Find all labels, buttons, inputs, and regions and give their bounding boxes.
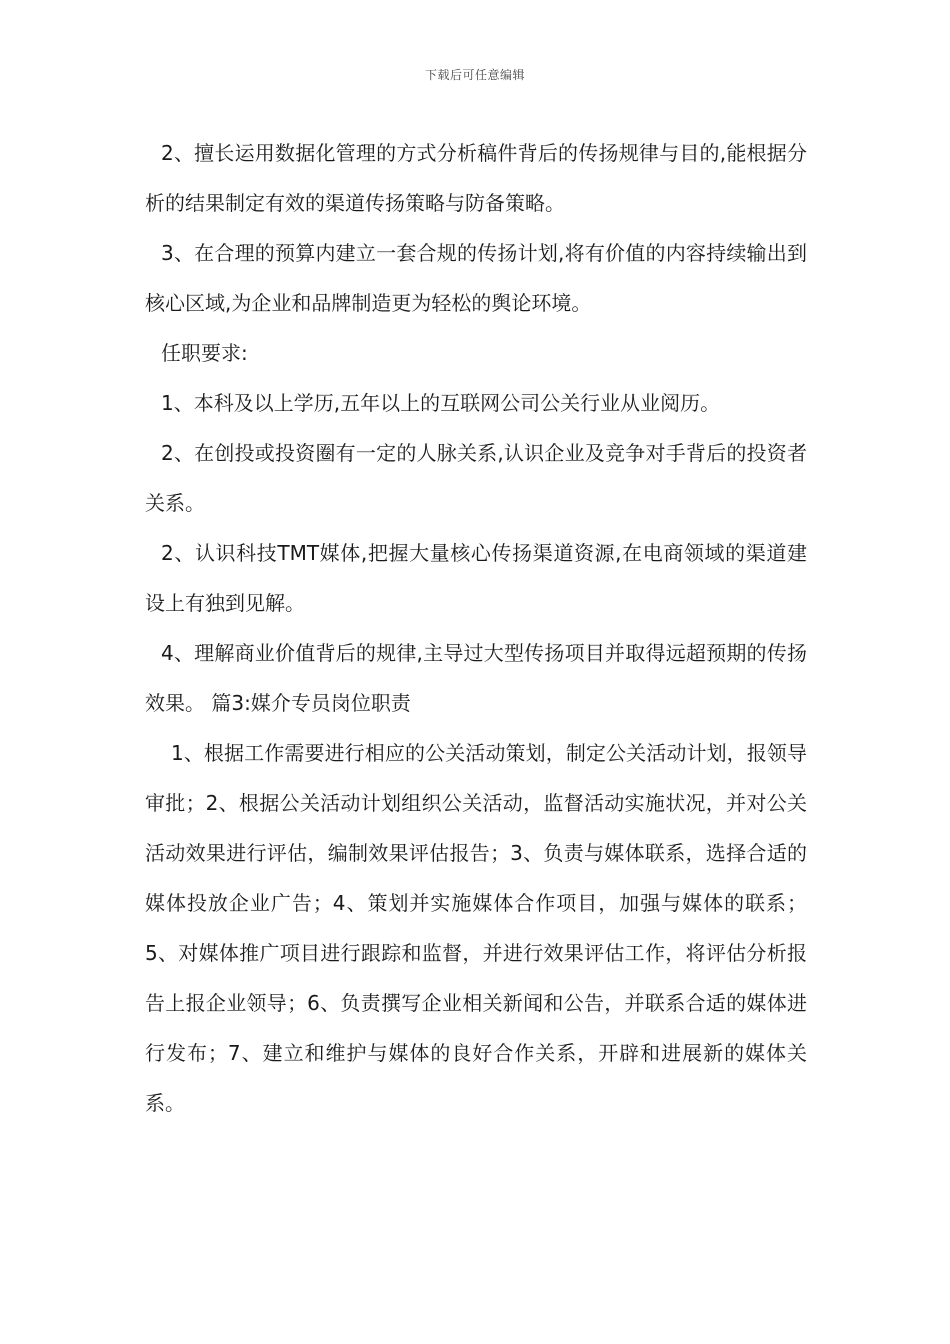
document-body xyxy=(145,128,807,1128)
paragraph-duty-2: 2、擅长运用数据化管理的方式分析稿件背后的传扬规律与目的,能根据分析的结果制定有效的渠道传扬策略与防备策略。 xyxy=(145,141,807,215)
paragraph-requirement-1: 1、本科及以上学历,五年以上的互联网公司公关行业从业阅历。 xyxy=(161,391,721,415)
paragraph-requirement-2: 2、在创投或投资圈有一定的人脉关系,认识企业及竞争对手背后的投资者关系。 xyxy=(145,441,807,515)
paragraph-media-specialist-duties: 1、根据工作需要进行相应的公关活动策划，制定公关活动计划，报领导审批；2、根据公关活动计划组织公关活动，监督活动实施状况，并对公关活动效果进行评估，编制效果评估报告；3、负责与媒体联系，选择合适的媒体投放企业广告；4、策划并实施媒体合作项目，加强与媒体的联系；5、对媒体推广项目进行跟踪和监督，并进行效果评估工作，将评估分析报告上报企业领导；6、负责撰写企业相关新闻和公告，并联系合适的媒体进行发布；7、建立和维护与媒体的良好合作关系，开辟和进展新的媒体关系。 xyxy=(145,741,807,1115)
paragraph-requirement-2b: 2、认识科技TMT媒体,把握大量核心传扬渠道资源,在电商领域的渠道建设上有独到见解。 xyxy=(145,541,807,615)
paragraph-requirement-4: 4、理解商业价值背后的规律,主导过大型传扬项目并取得远超预期的传扬效果。 篇3:媒介专员岗位职责 xyxy=(145,641,807,715)
page-header-note: 下载后可任意编辑 xyxy=(424,68,525,82)
section-heading-requirements: 任职要求: xyxy=(161,341,248,365)
paragraph-duty-3: 3、在合理的预算内建立一套合规的传扬计划,将有价值的内容持续输出到核心区域,为企业和品牌制造更为轻松的舆论环境。 xyxy=(145,241,807,315)
